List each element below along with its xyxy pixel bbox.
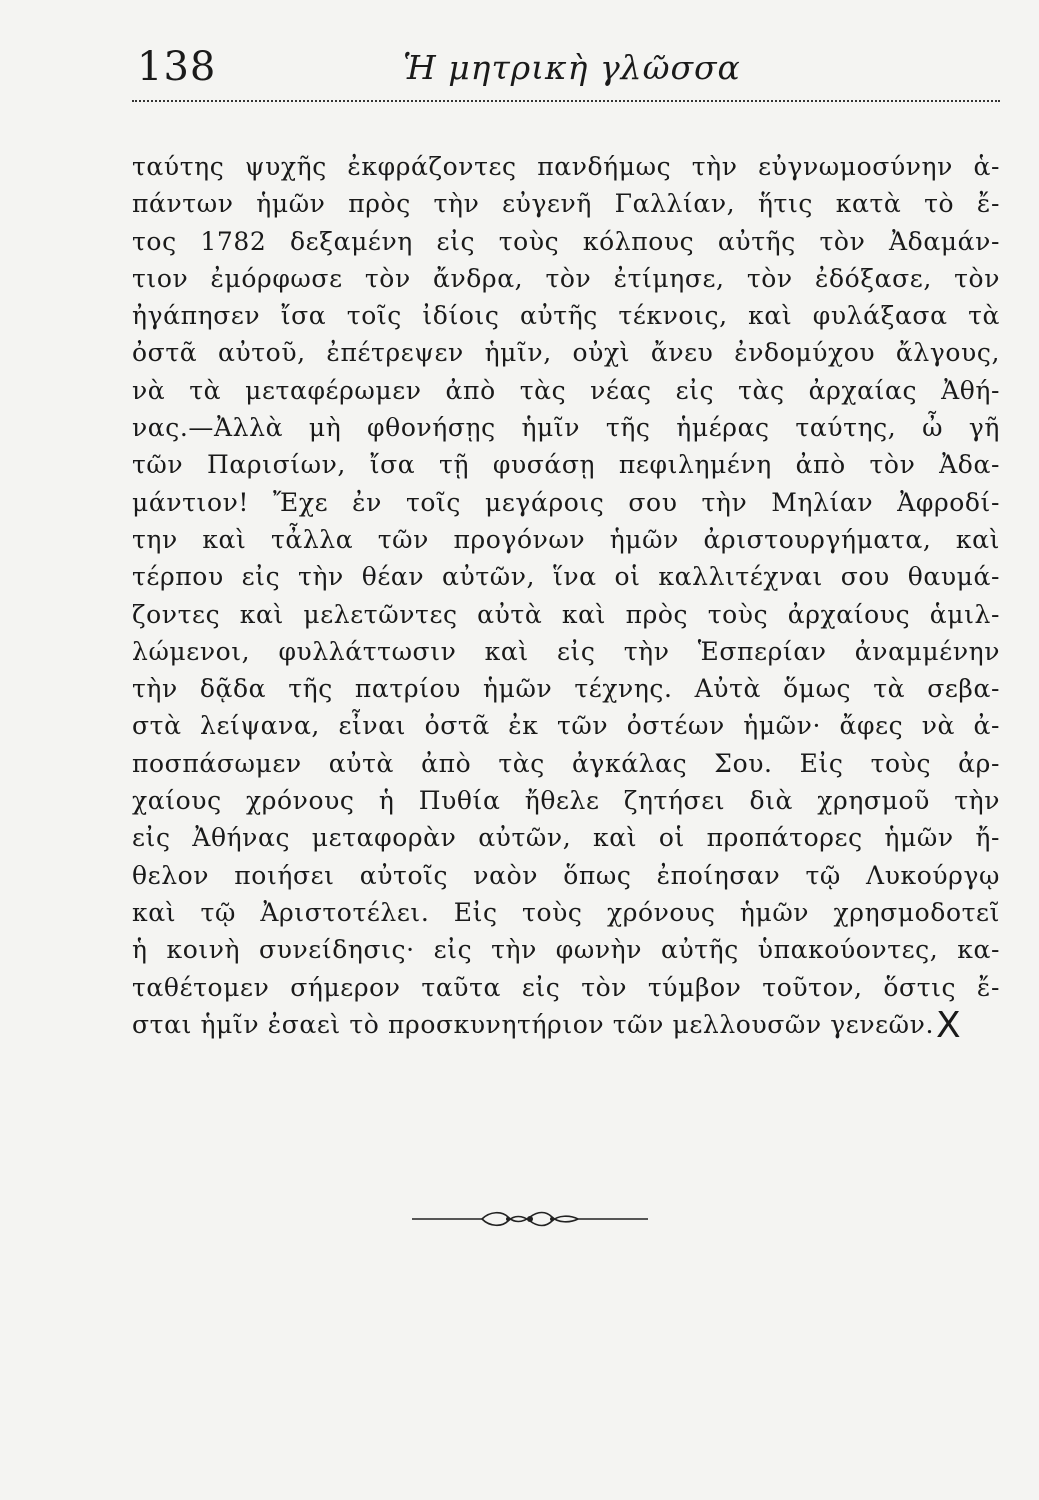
- text-line: πάντων ἡμῶν πρὸς τὴν εὐγενῆ Γαλλίαν, ἥτις κατὰ τὸ ἔ-: [132, 189, 1000, 219]
- text-line: εἰς Ἀθήνας μεταφορὰν αὐτῶν, καὶ οἱ προπάτορες ἡμῶν ἤ-: [132, 823, 1000, 853]
- text-line: τος 1782 δεξαμένη εἰς τοὺς κόλπους αὐτῆς τὸν Ἀδαμάν-: [132, 226, 1000, 256]
- text-line: μάντιον! Ἔχε ἐν τοῖς μεγάροις σου τὴν Μηλίαν Ἀφροδί-: [132, 487, 1000, 517]
- body-text: [132, 148, 1000, 1046]
- text-line: λώμενοι, φυλλάττωσιν καὶ εἰς τὴν Ἑσπερίαν ἀναμμένην: [132, 636, 1000, 666]
- text-line: ποσπάσωμεν αὐτὰ ἀπὸ τὰς ἀγκάλας Σου. Εἰς τοὺς ἀρ-: [132, 748, 1000, 778]
- text-line: ταθέτομεν σήμερον ταῦτα εἰς τὸν τύμβον τοῦτον, ὅστις ἔ-: [132, 972, 1000, 1002]
- text-line: νας.—Ἀλλὰ μὴ φθονήσῃς ἡμῖν τῆς ἡμέρας ταύτης, ὦ γῆ: [132, 413, 1000, 443]
- handwritten-mark: X: [936, 1004, 962, 1046]
- ornament-divider-icon: [410, 1207, 650, 1231]
- page-number: 138: [137, 44, 217, 90]
- text-line: ὀστᾶ αὐτοῦ, ἐπέτρεψεν ἡμῖν, οὐχὶ ἄνευ ἐνδομύχου ἄλγους,: [132, 338, 1000, 368]
- text-line: τιον ἐμόρφωσε τὸν ἄνδρα, τὸν ἐτίμησε, τὸν ἐδόξασε, τὸν: [132, 263, 1000, 293]
- header-rule: [132, 100, 1000, 102]
- text-line: ταύτης ψυχῆς ἐκφράζοντες πανδήμως τὴν εὐγνωμοσύνην ἁ-: [132, 152, 1000, 181]
- text-line: την καὶ τἆλλα τῶν προγόνων ἡμῶν ἀριστουργήματα, καὶ: [132, 524, 1000, 554]
- text-line: τῶν Παρισίων, ἴσα τῇ φυσάσῃ πεφιλημένη ἀπὸ τὸν Ἀδα-: [132, 450, 1000, 480]
- text-line: νὰ τὰ μεταφέρωμεν ἀπὸ τὰς νέας εἰς τὰς ἀρχαίας Ἀθή-: [132, 375, 1000, 405]
- text-line: καὶ τῷ Ἀριστοτέλει. Εἰς τοὺς χρόνους ἡμῶν χρησμοδοτεῖ: [132, 897, 1000, 927]
- text-line-last-text: σται ἡμῖν ἐσαεὶ τὸ προσκυνητήριον τῶν μελλουσῶν γενεῶν.: [132, 1009, 935, 1039]
- text-line: χαίους χρόνους ἡ Πυθία ἤθελε ζητήσει διὰ χρησμοῦ τὴν: [132, 786, 1000, 816]
- text-line: τέρπου εἰς τὴν θέαν αὐτῶν, ἵνα οἱ καλλιτέχναι σου θαυμά-: [132, 562, 1000, 592]
- text-line: ἠγάπησεν ἴσα τοῖς ἰδίοις αὐτῆς τέκνοις, καὶ φυλάξασα τὰ: [132, 301, 1000, 331]
- running-title: Ἡ μητρικὴ γλῶσσα: [403, 48, 741, 87]
- text-line: τὴν δᾷδα τῆς πατρίου ἡμῶν τέχνης. Αὐτὰ ὅμως τὰ σεβα-: [132, 674, 1000, 704]
- text-line: θελον ποιήσει αὐτοῖς ναὸν ὅπως ἐποίησαν τῷ Λυκούργῳ: [132, 860, 1000, 890]
- text-line-last: [132, 1004, 1000, 1046]
- text-line: ζοντες καὶ μελετῶντες αὐτὰ καὶ πρὸς τοὺς ἀρχαίους ἁμιλ-: [132, 599, 1000, 629]
- text-line: στὰ λείψανα, εἶναι ὀστᾶ ἐκ τῶν ὀστέων ἡμῶν· ἄφες νὰ ἀ-: [132, 711, 1000, 741]
- text-line: ἡ κοινὴ συνείδησις· εἰς τὴν φωνὴν αὐτῆς ὑπακούοντες, κα-: [132, 935, 1000, 965]
